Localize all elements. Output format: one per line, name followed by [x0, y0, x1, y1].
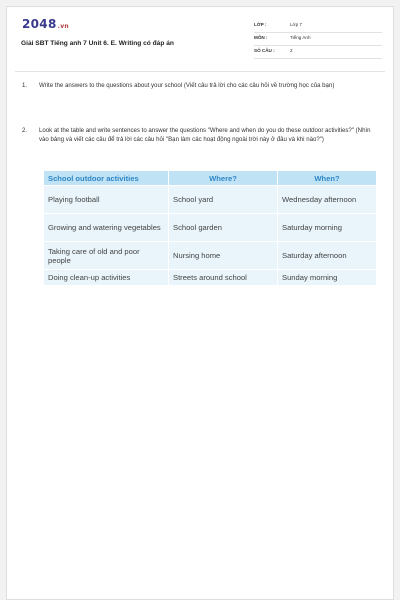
column-header-where: Where? — [169, 171, 278, 185]
question-number: 2. — [22, 127, 28, 134]
question-text: Write the answers to the questions about your school (Viết câu trả lời cho các câu hỏi về trường học của bạn) — [39, 82, 335, 89]
column-header-when: When? — [278, 171, 377, 185]
meta-key: LỚP : — [254, 22, 267, 27]
question-1 — [22, 81, 382, 90]
meta-key: SỐ CÂU : — [254, 48, 275, 53]
cell-when: Saturday afternoon — [278, 241, 377, 269]
cell-where: Nursing home — [169, 241, 278, 269]
cell-activity: Doing clean-up activities — [44, 269, 169, 285]
document-title: Giải SBT Tiếng anh 7 Unit 6. E. Writing có đáp án — [21, 40, 174, 47]
meta-row-subject — [254, 33, 382, 46]
question-2 — [22, 126, 382, 144]
meta-value: Tiếng Anh — [290, 35, 311, 40]
logo-text: 2048 — [22, 17, 57, 31]
table-row — [44, 241, 377, 269]
document-page — [6, 6, 394, 600]
cell-when: Sunday morning — [278, 269, 377, 285]
table-row — [44, 269, 377, 285]
header-divider — [15, 71, 385, 72]
cell-where: School yard — [169, 185, 278, 213]
meta-value: Lớp 7 — [290, 22, 302, 27]
meta-value: 2 — [290, 48, 293, 53]
table-row — [44, 185, 377, 213]
meta-key: MÔN : — [254, 35, 268, 40]
meta-row-class — [254, 20, 382, 33]
meta-info — [254, 20, 382, 59]
question-number: 1. — [22, 82, 28, 89]
cell-activity: Playing football — [44, 185, 169, 213]
site-logo[interactable] — [22, 17, 69, 31]
table-header-row — [44, 171, 377, 185]
cell-when: Saturday morning — [278, 213, 377, 241]
cell-activity: Taking care of old and poor people — [44, 241, 169, 269]
meta-row-count — [254, 46, 382, 59]
column-header-activity: School outdoor activities — [44, 171, 169, 185]
activities-table — [44, 171, 377, 285]
logo-suffix: .vn — [57, 23, 69, 30]
cell-where: Streets around school — [169, 269, 278, 285]
cell-activity: Growing and watering vegetables — [44, 213, 169, 241]
cell-when: Wednesday afternoon — [278, 185, 377, 213]
question-text: Look at the table and write sentences to answer the questions "Where and when do you do these outdoor activities?" (Nhìn vào bảng và viết các câu để trả lời các câu hỏi "Bạn làm các hoạt động ngoài trời này ở đâu và khi nào?") — [39, 127, 371, 143]
table-row — [44, 213, 377, 241]
cell-where: School garden — [169, 213, 278, 241]
